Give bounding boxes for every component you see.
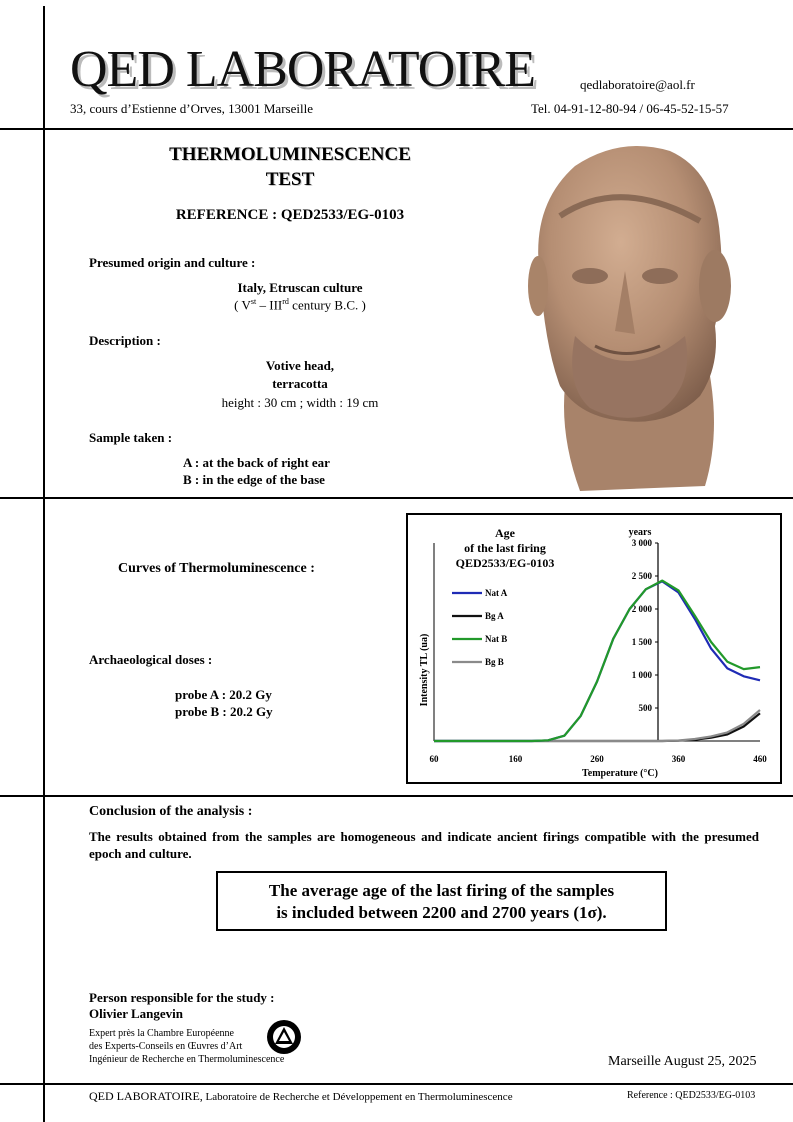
legend-label: Nat A — [485, 588, 508, 598]
period-post: century B.C. ) — [288, 297, 366, 313]
period-mid: – III — [256, 297, 283, 313]
place-date: Marseille August 25, 2025 — [608, 1054, 757, 1069]
age-tick-label: 2 000 — [631, 604, 652, 614]
x-tick-label: 160 — [508, 754, 523, 764]
lab-phone: Tel. 04-91-12-80-94 / 06-45-52-15-57 — [531, 101, 729, 116]
age-tick-label: 1 500 — [631, 637, 652, 647]
age-tick-label: 500 — [638, 703, 652, 713]
chart-x-label: Temperature (°C) — [582, 768, 658, 779]
footer-text: Laboratoire de Recherche et Développement en Thermoluminescence — [202, 1091, 513, 1103]
section-divider-2 — [0, 795, 793, 797]
series-line-nat-a — [434, 581, 760, 741]
chart-title-line1: Age — [495, 526, 515, 540]
age-tick-label: 2 500 — [631, 571, 652, 581]
probe-b-dose: probe B : 20.2 Gy — [175, 704, 273, 719]
person-title-1: Expert près la Chambre Européenne — [89, 1028, 234, 1039]
test-title-line1: THERMOLUMINESCENCE — [169, 144, 411, 165]
chart-y-label: Intensity TL (ua) — [419, 633, 430, 707]
legend-label: Bg A — [485, 611, 504, 621]
chart-title-line3: QED2533/EG-0103 — [455, 556, 555, 570]
series-line-bg-b — [434, 710, 760, 741]
age-tick-label: 3 000 — [631, 538, 652, 548]
chart-y2-label: years — [628, 527, 652, 538]
description-label: Description : — [89, 333, 161, 348]
person-title-2: des Experts-Conseils en Œuvres d’Art — [89, 1041, 243, 1052]
sample-b: B : in the edge of the base — [183, 472, 325, 487]
description-line1: Votive head, — [265, 358, 335, 373]
artifact-photo — [520, 136, 740, 496]
origin-label: Presumed origin and culture : — [89, 255, 256, 270]
person-label: Person responsible for the study : — [89, 990, 275, 1005]
origin-period — [160, 297, 440, 313]
period-sup1: st — [250, 297, 257, 306]
curves-label: Curves of Thermoluminescence : — [118, 561, 315, 576]
doses-label: Archaeological doses : — [89, 652, 213, 667]
lab-email[interactable]: qedlaboratoire@aol.fr — [580, 77, 695, 92]
x-tick-label: 260 — [590, 754, 604, 764]
probe-a-dose: probe A : 20.2 Gy — [175, 687, 272, 702]
age-result-box — [216, 871, 667, 931]
test-title-line2: TEST — [265, 169, 315, 190]
age-result-line2: is included between 2200 and 2700 years (1σ). — [276, 903, 607, 922]
reference-heading: REFERENCE : QED2533/EG-0103 — [175, 207, 405, 223]
sample-a: A : at the back of right ear — [183, 455, 330, 470]
legend-label: Bg B — [485, 657, 504, 667]
footer-divider — [0, 1083, 793, 1085]
lab-name: QED LABORATOIRE — [70, 41, 536, 98]
origin-culture: Italy, Etruscan culture — [237, 280, 363, 295]
lab-address: 33, cours d’Estienne d’Orves, 13001 Marseille — [70, 101, 313, 116]
left-margin-rule — [43, 6, 45, 1122]
chart-title-line2: of the last firing — [464, 541, 546, 555]
x-tick-label: 460 — [753, 754, 767, 764]
section-divider-1 — [0, 497, 793, 499]
test-title — [120, 142, 460, 192]
conclusion-label: Conclusion of the analysis : — [89, 804, 253, 819]
person-name: Olivier Langevin — [89, 1006, 184, 1021]
description-dimensions: height : 30 cm ; width : 19 cm — [221, 395, 379, 410]
person-titles — [89, 1027, 284, 1066]
legend-label: Nat B — [485, 634, 508, 644]
age-tick-label: 1 000 — [631, 670, 652, 680]
period-pre: ( V — [234, 297, 251, 313]
tl-chart — [408, 515, 780, 782]
header-divider — [0, 128, 793, 130]
age-result-line1: The average age of the last firing of the samples — [268, 881, 615, 900]
expert-seal-icon — [265, 1018, 303, 1056]
period-sup2: rd — [282, 297, 289, 306]
tl-chart-frame — [406, 513, 782, 784]
person-title-3: Ingénieur de Recherche en Thermoluminescence — [89, 1054, 285, 1065]
sample-label: Sample taken : — [89, 430, 173, 445]
footer-brand: QED LABORATOIRE, — [89, 1089, 203, 1103]
footer-lab — [89, 1089, 513, 1104]
conclusion-text: The results obtained from the samples are homogeneous and indicate ancient firings compatible with the presumed epoch and culture. — [89, 829, 759, 861]
description-line2: terracotta — [272, 376, 328, 391]
footer-reference: Reference : QED2533/EG-0103 — [627, 1090, 756, 1101]
series-line-nat-b — [434, 581, 760, 741]
x-tick-label: 360 — [671, 754, 686, 764]
x-tick-label: 60 — [429, 754, 439, 764]
